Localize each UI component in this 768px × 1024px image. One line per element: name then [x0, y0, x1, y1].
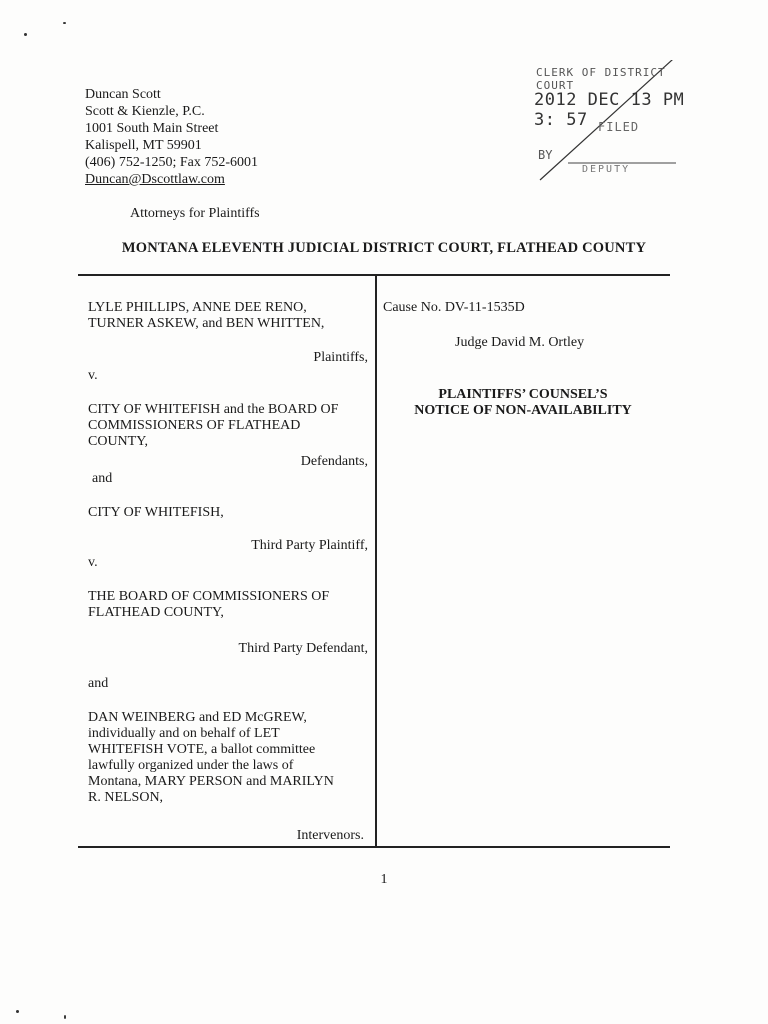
intervenors-line-5: Montana, MARY PERSON and MARILYN — [88, 774, 334, 789]
scan-speck — [24, 33, 27, 36]
third-party-defendant-label: Third Party Defendant, — [238, 641, 368, 656]
attorney-role: Attorneys for Plaintiffs — [130, 206, 260, 221]
plaintiffs-line-1: LYLE PHILLIPS, ANNE DEE RENO, — [88, 300, 307, 315]
intervenors-line-6: R. NELSON, — [88, 790, 164, 805]
versus-2: v. — [88, 555, 98, 570]
third-party-defendant-names — [88, 589, 368, 621]
intervenors-line-2: individually and on behalf of LET — [88, 726, 280, 741]
intervenors-line-4: lawfully organized under the laws of — [88, 758, 294, 773]
stamp-deputy: DEPUTY — [582, 164, 631, 175]
page-number: 1 — [380, 872, 388, 887]
scan-speck — [63, 22, 66, 24]
scan-speck — [64, 1015, 66, 1019]
intervenors-label: Intervenors. — [296, 828, 364, 843]
intervenors-line-3: WHITEFISH VOTE, a ballot committee — [88, 742, 316, 757]
filing-stamp — [528, 60, 688, 190]
and-1: and — [92, 471, 113, 486]
plaintiffs-label: Plaintiffs, — [313, 350, 368, 365]
defendants-line-3: COUNTY, — [88, 434, 149, 449]
caption-divider — [375, 274, 377, 847]
plaintiffs-names — [88, 300, 368, 332]
stamp-by: BY — [538, 148, 553, 162]
third-party-plaintiff: CITY OF WHITEFISH, — [88, 505, 224, 520]
caption-bottom-rule — [78, 846, 670, 848]
third-party-plaintiff-label: Third Party Plaintiff, — [251, 538, 368, 553]
defendants-names — [88, 402, 368, 450]
court-name: MONTANA ELEVENTH JUDICIAL DISTRICT COURT, FLATHEAD COUNTY — [121, 240, 647, 256]
defendants-line-1: CITY OF WHITEFISH and the BOARD OF — [88, 402, 339, 417]
attorney-name: Duncan Scott — [85, 87, 161, 102]
attorney-city: Kalispell, MT 59901 — [85, 138, 202, 153]
caption-top-rule — [78, 274, 670, 276]
intervenors-line-1: DAN WEINBERG and ED McGREW, — [88, 710, 307, 725]
document-title-line-2: NOTICE OF NON-AVAILABILITY — [414, 403, 632, 418]
defendants-label: Defendants, — [300, 454, 368, 469]
scan-speck — [16, 1010, 19, 1013]
attorney-email-link[interactable]: Duncan@Dscottlaw.com — [85, 172, 225, 187]
attorney-street: 1001 South Main Street — [85, 121, 219, 136]
defendants-line-2: COMMISSIONERS OF FLATHEAD — [88, 418, 301, 433]
versus-1: v. — [88, 368, 98, 383]
attorney-phone: (406) 752-1250; Fax 752-6001 — [85, 155, 259, 170]
document-title — [376, 387, 670, 419]
judge-name: Judge David M. Ortley — [455, 335, 585, 350]
attorney-firm: Scott & Kienzle, P.C. — [85, 104, 205, 119]
intervenors-names — [88, 710, 368, 806]
plaintiffs-line-2: TURNER ASKEW, and BEN WHITTEN, — [88, 316, 325, 331]
cause-number: Cause No. DV-11-1535D — [383, 300, 525, 315]
third-party-def-line-2: FLATHEAD COUNTY, — [88, 605, 224, 620]
attorney-block — [85, 86, 258, 188]
and-2: and — [88, 676, 109, 691]
stamp-datetime: 2012 DEC 13 PM 3: 57 — [534, 90, 685, 130]
stamp-clerk: CLERK OF DISTRICT COURT — [536, 66, 666, 92]
document-title-line-1: PLAINTIFFS’ COUNSEL’S — [438, 387, 608, 402]
stamp-filed: FILED — [598, 120, 640, 134]
third-party-def-line-1: THE BOARD OF COMMISSIONERS OF — [88, 589, 330, 604]
